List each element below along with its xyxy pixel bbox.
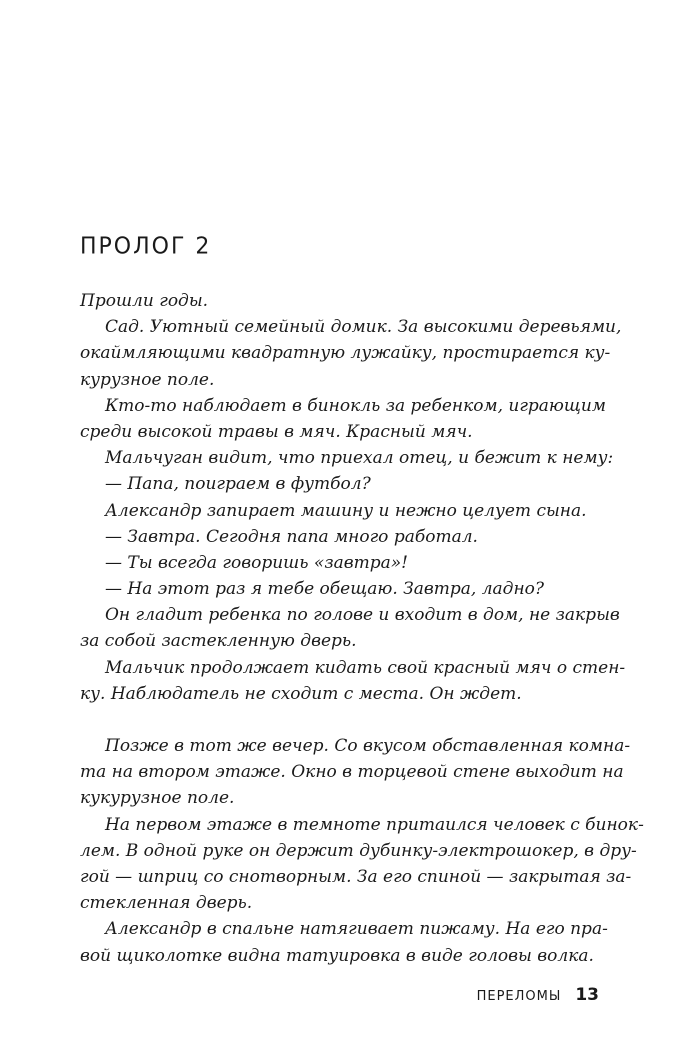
page-number: 13: [575, 985, 599, 1005]
body-text: [80, 288, 644, 969]
text-line: Сад. Уютный семейный домик. За высокими деревьями,: [105, 317, 622, 338]
text-line: гой — шприц со снотворным. За его спиной — закрытая за-: [80, 866, 632, 887]
text-line: Кто-то наблюдает в бинокль за ребенком, играющим: [105, 395, 606, 416]
text-line: окаймляющими квадратную лужайку, простирается ку-: [80, 343, 611, 364]
text-line: стекленная дверь.: [80, 893, 253, 914]
text-line: Он гладит ребенка по голове и входит в дом, не закрыв: [105, 605, 620, 626]
text-line: Мальчуган видит, что приехал отец, и бежит к нему:: [105, 448, 614, 469]
chapter-title: ПРОЛОГ 2: [80, 233, 212, 260]
text-line: та на втором этаже. Окно в торцевой стене выходит на: [80, 762, 624, 783]
text-line: Позже в тот же вечер. Со вкусом обставленная комна-: [105, 736, 631, 756]
running-head: ПЕРЕЛОМЫ: [476, 989, 562, 1004]
text-line: ку. Наблюдатель не сходит с места. Он ждет.: [80, 683, 522, 704]
text-line: лем. В одной руке он держит дубинку-электрошокер, в дру-: [80, 840, 637, 861]
text-line: — Папа, поиграем в футбол?: [105, 474, 371, 495]
text-line: — На этот раз я тебе обещаю. Завтра, ладно?: [105, 579, 544, 600]
text-line: среди высокой травы в мяч. Красный мяч.: [80, 421, 473, 442]
paragraph-gap: [80, 707, 600, 733]
text-line: Александр в спальне натягивает пижаму. На его пра-: [105, 919, 608, 940]
text-line: Александр запирает машину и нежно целует сына.: [105, 500, 587, 521]
text-line: за собой застекленную дверь.: [80, 631, 357, 652]
text-line: — Завтра. Сегодня папа много работал.: [105, 526, 478, 547]
text-line: кукурузное поле.: [80, 788, 235, 809]
text-line: — Ты всегда говоришь «завтра»!: [105, 552, 408, 573]
text-line: вой щиколотке видна татуировка в виде головы волка.: [80, 945, 594, 966]
text-line: Мальчик продолжает кидать свой красный мяч о стен-: [105, 657, 626, 678]
text-line: курузное поле.: [80, 369, 215, 390]
text-line: На первом этаже в темноте притаился человек с бинок-: [105, 814, 644, 835]
text-line: Прошли годы.: [80, 291, 209, 311]
page-footer: [477, 985, 599, 1005]
